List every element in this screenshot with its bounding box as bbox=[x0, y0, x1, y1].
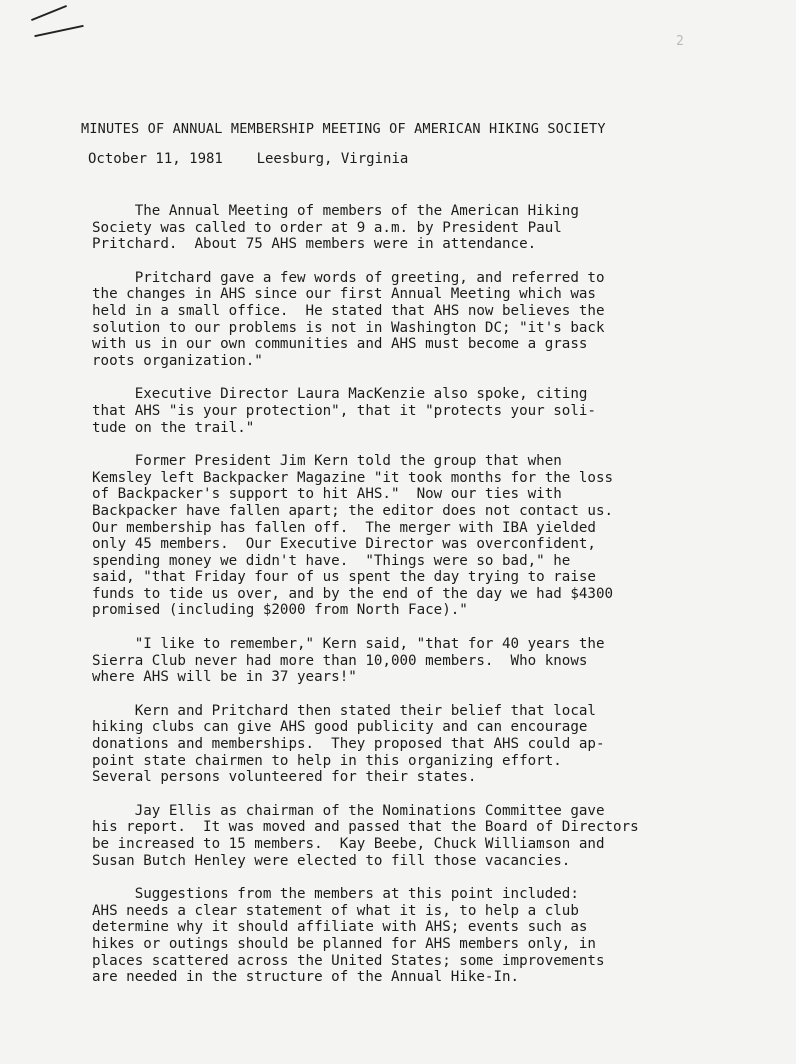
text-line: Pritchard. About 75 AHS members were in attendance. bbox=[92, 236, 537, 253]
text-line: his report. It was moved and passed that the Board of Directors bbox=[92, 819, 639, 836]
text-line: Sierra Club never had more than 10,000 members. Who knows bbox=[92, 652, 588, 669]
minutes-paragraph bbox=[92, 270, 742, 370]
text-line: Suggestions from the members at this point included: bbox=[92, 886, 579, 903]
text-line: roots organization." bbox=[92, 352, 263, 369]
meeting-location: Leesburg, Virginia bbox=[256, 151, 409, 167]
text-line: solution to our problems is not in Washington DC; "it's back bbox=[92, 319, 605, 336]
text-line: held in a small office. He stated that AHS now believes the bbox=[92, 302, 605, 319]
minutes-paragraph bbox=[92, 203, 742, 253]
text-line: Susan Butch Henley were elected to fill those vacancies. bbox=[92, 852, 571, 869]
pen-mark bbox=[31, 5, 67, 21]
text-line: the changes in AHS since our first Annual Meeting which was bbox=[92, 286, 596, 303]
text-line: Kemsley left Backpacker Magazine "it took months for the loss bbox=[92, 469, 614, 486]
text-line: Pritchard gave a few words of greeting, and referred to bbox=[92, 269, 605, 286]
text-line: Kern and Pritchard then stated their belief that local bbox=[92, 702, 596, 719]
text-line: hikes or outings should be planned for AHS members only, in bbox=[92, 935, 596, 952]
minutes-paragraph bbox=[92, 453, 742, 619]
text-line: Our membership has fallen off. The merger with IBA yielded bbox=[92, 519, 596, 536]
text-line: that AHS "is your protection", that it "protects your soli- bbox=[92, 402, 596, 419]
text-line: with us in our own communities and AHS must become a grass bbox=[92, 336, 588, 353]
meeting-date: October 11, 1981 bbox=[88, 151, 223, 167]
pen-mark bbox=[34, 25, 83, 37]
text-line: Society was called to order at 9 a.m. by President Paul bbox=[92, 219, 562, 236]
text-line: The Annual Meeting of members of the American Hiking bbox=[92, 203, 579, 219]
text-line: only 45 members. Our Executive Director was overconfident, bbox=[92, 536, 596, 553]
document-title: MINUTES OF ANNUAL MEMBERSHIP MEETING OF AMERICAN HIKING SOCIETY bbox=[81, 121, 606, 137]
text-line: promised (including $2000 from North Face)." bbox=[92, 602, 468, 619]
text-line: tude on the trail." bbox=[92, 419, 255, 436]
text-line: hiking clubs can give AHS good publicity and can encourage bbox=[92, 719, 588, 736]
text-line: Jay Ellis as chairman of the Nominations Committee gave bbox=[92, 802, 605, 819]
text-line: Backpacker have fallen apart; the editor does not contact us. bbox=[92, 502, 614, 519]
minutes-body bbox=[92, 203, 742, 1003]
text-line: point state chairmen to help in this organizing effort. bbox=[92, 752, 562, 769]
text-line: of Backpacker's support to hit AHS." Now our ties with bbox=[92, 486, 562, 503]
minutes-paragraph bbox=[92, 386, 742, 436]
text-line: spending money we didn't have. "Things were so bad," he bbox=[92, 552, 571, 569]
minutes-paragraph bbox=[92, 803, 742, 869]
text-line: said, "that Friday four of us spent the day trying to raise bbox=[92, 569, 596, 586]
text-line: "I like to remember," Kern said, "that for 40 years the bbox=[92, 636, 605, 653]
minutes-paragraph bbox=[92, 703, 742, 786]
text-line: are needed in the structure of the Annual Hike-In. bbox=[92, 969, 520, 986]
minutes-paragraph bbox=[92, 886, 742, 986]
text-line: where AHS will be in 37 years!" bbox=[92, 669, 357, 686]
minutes-paragraph bbox=[92, 636, 742, 686]
text-line: be increased to 15 members. Kay Beebe, Chuck Williamson and bbox=[92, 836, 605, 852]
text-line: Executive Director Laura MacKenzie also spoke, citing bbox=[92, 386, 588, 403]
dateline bbox=[88, 151, 408, 167]
text-line: places scattered across the United States; some improvements bbox=[92, 952, 605, 969]
show-through-page-number: 2 bbox=[676, 34, 684, 49]
text-line: donations and memberships. They proposed that AHS could ap- bbox=[92, 736, 605, 753]
text-line: Several persons volunteered for their states. bbox=[92, 769, 477, 786]
show-through-text bbox=[92, 82, 692, 99]
text-line: funds to tide us over, and by the end of the day we had $4300 bbox=[92, 585, 614, 602]
text-line: Former President Jim Kern told the group that when bbox=[92, 453, 562, 470]
text-line: determine why it should affiliate with AHS; events such as bbox=[92, 919, 588, 936]
text-line: AHS needs a clear statement of what it is, to help a club bbox=[92, 902, 579, 919]
